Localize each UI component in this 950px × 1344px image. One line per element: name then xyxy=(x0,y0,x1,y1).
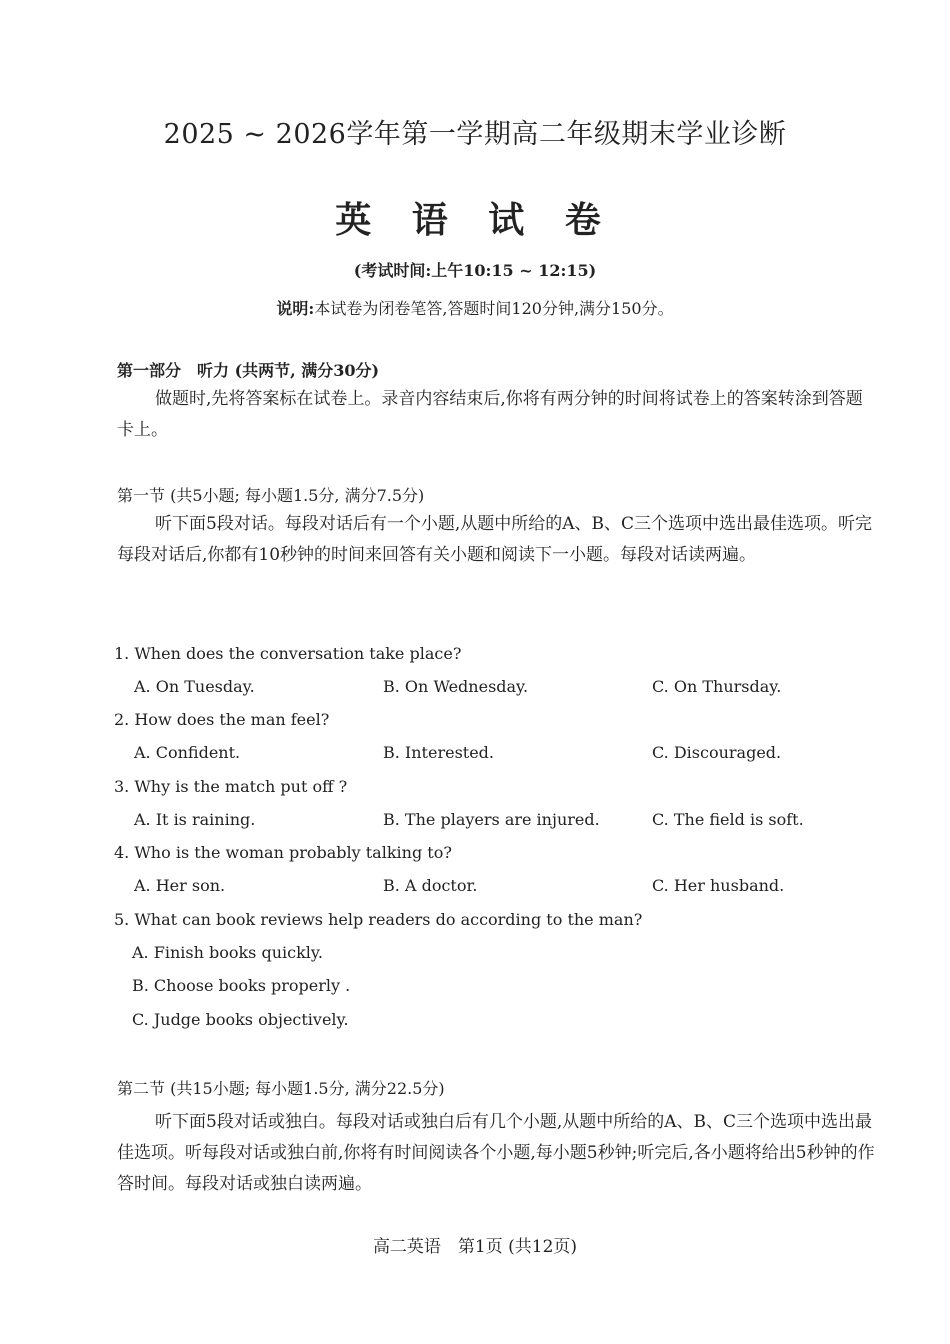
question-5-option-b: B. Choose books properly . xyxy=(132,976,351,995)
question-3-option-b: B. The players are injured. xyxy=(383,810,600,829)
question-3-option-c: C. The field is soft. xyxy=(652,810,804,829)
part1-intro: 做题时,先将答案标在试卷上。录音内容结束后,你将有两分钟的时间将试卷上的答案转涂到答题卡上。 xyxy=(117,389,863,440)
section2-heading: 第二节 (共15小题; 每小题1.5分, 满分22.5分) xyxy=(117,1079,445,1098)
question-1-option-b: B. On Wednesday. xyxy=(383,677,529,696)
instructions xyxy=(0,296,950,319)
exam-time: (考试时间:上午10:15 ~ 12:15) xyxy=(353,261,597,280)
question-5-option-c: C. Judge books objectively. xyxy=(132,1010,349,1029)
question-4-stem: 4. Who is the woman probably talking to? xyxy=(114,843,452,862)
question-1-stem: 1. When does the conversation take place? xyxy=(114,644,462,663)
part1-heading: 第一部分 听力 (共两节, 满分30分) xyxy=(117,361,380,380)
question-2-stem: 2. How does the man feel? xyxy=(114,710,330,729)
page-footer: 高二英语 第1页 (共12页) xyxy=(372,1237,578,1257)
question-4-option-c: C. Her husband. xyxy=(652,876,785,895)
question-1-option-c: C. On Thursday. xyxy=(652,677,782,696)
section1-heading: 第一节 (共5小题; 每小题1.5分, 满分7.5分) xyxy=(117,486,425,505)
question-3-option-a: A. It is raining. xyxy=(134,810,256,829)
instructions-text: 本试卷为闭卷笔答,答题时间120分钟,满分150分。 xyxy=(314,299,674,318)
question-1-option-a: A. On Tuesday. xyxy=(134,677,255,696)
question-4-option-a: A. Her son. xyxy=(134,876,226,895)
section1-intro: 听下面5段对话。每段对话后有一个小题,从题中所给的A、B、C三个选项中选出最佳选项。听完每段对话后,你都有10秒钟的时间来回答有关小题和阅读下一小题。每段对话读两遍。 xyxy=(117,514,872,565)
exam-main-title: 2025 ~ 2026学年第一学期高二年级期末学业诊断 xyxy=(163,119,787,150)
instructions-label: 说明: xyxy=(276,299,315,318)
question-2-option-c: C. Discouraged. xyxy=(652,743,782,762)
question-4-option-b: B. A doctor. xyxy=(383,876,478,895)
question-2-option-b: B. Interested. xyxy=(383,743,495,762)
question-5-option-a: A. Finish books quickly. xyxy=(132,943,323,962)
section2-intro: 听下面5段对话或独白。每段对话或独白后有几个小题,从题中所给的A、B、C三个选项中选出最佳选项。听每段对话或独白前,你将有时间阅读各个小题,每小题5秒钟;听完后,各小题将给出5秒钟的作答时间。每段对话或独白读两遍。 xyxy=(117,1112,875,1194)
question-5-stem: 5. What can book reviews help readers do according to the man? xyxy=(114,910,643,929)
question-2-option-a: A. Confident. xyxy=(134,743,241,762)
subject-title: 英 语 试 卷 xyxy=(335,199,615,241)
question-3-stem: 3. Why is the match put off ? xyxy=(114,777,348,796)
